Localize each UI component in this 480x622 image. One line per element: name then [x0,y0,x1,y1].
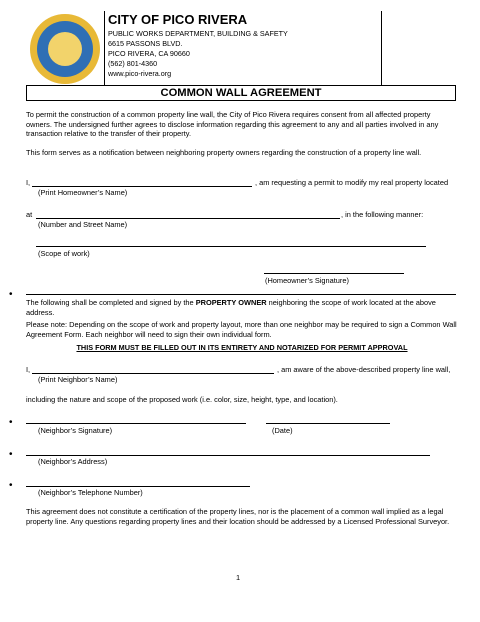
website: www.pico-rivera.org [108,69,172,78]
homeowner-prefix: I, [26,178,31,187]
scope-of-work-field[interactable] [36,246,426,247]
homeowner-name-caption: (Print Homeowner’s Name) [38,188,128,197]
street-address: 6615 PASSONS BLVD. [108,39,183,48]
city-zip: PICO RIVERA, CA 90660 [108,49,190,58]
bullet: • [9,289,13,300]
owner-note-pre: The following shall be completed and signed by the [26,298,196,307]
neighbor-name-field[interactable] [32,373,274,374]
bullet: • [9,480,13,491]
bullet: • [9,417,13,428]
department: PUBLIC WORKS DEPARTMENT, BUILDING & SAFETY [108,29,288,38]
neighbor-phone-field[interactable] [26,486,250,487]
page-number: 1 [236,573,241,582]
phone: (562) 801-4360 [108,59,158,68]
homeowner-suffix: , am requesting a permit to modify my real property located [255,178,449,187]
address-suffix: , in the following manner: [341,210,424,219]
neighbor-signature-caption: (Neighbor’s Signature) [38,426,113,435]
neighbor-address-caption: (Neighbor’s Address) [38,457,108,466]
document-title: COMMON WALL AGREEMENT [26,85,456,101]
intro-paragraph: To permit the construction of a common property line wall, the City of Pico Rivera requires consent from all affected property owners. The undersigned further agrees to disclose information regarding this agreement to any and all parties involved in any transaction relative to the transfer of their property. [26,110,439,139]
homeowner-signature-field[interactable] [264,273,404,274]
address-prefix: at [26,210,33,219]
date-caption: (Date) [272,426,293,435]
neighbor-name-caption: (Print Neighbor’s Name) [38,375,118,384]
neighbor-suffix: , am aware of the above-described property line wall, [277,365,451,374]
disclaimer-paragraph: This agreement does not constitute a certification of the property lines, nor is the placement of a common wall implied as a legal property line. Any questions regarding property lines and their location should be addressed by a Licensed Professional Surveyor. [26,507,450,526]
city-seal-logo [30,14,100,84]
section-divider [26,294,456,295]
street-address-field[interactable] [36,218,340,219]
bullet: • [9,449,13,460]
notification-paragraph: This form serves as a notification between neighboring property owners regarding the construction of a property line wall. [26,148,422,157]
including-text: including the nature and scope of the proposed work (i.e. color, size, height, type, and location). [26,395,338,404]
owner-note [26,298,458,317]
homeowner-name-field[interactable] [32,186,252,187]
notarize-warning: THIS FORM MUST BE FILLED OUT IN ITS ENTIRETY AND NOTARIZED FOR PERMIT APPROVAL [76,343,408,352]
owner-note-bold: PROPERTY OWNER [195,298,267,307]
address-caption: (Number and Street Name) [38,220,128,229]
owner-note-post: neighboring the scope of work located at the above address. [26,298,436,317]
please-note: Please note: Depending on the scope of work and property layout, more than one neighbor may be required to sign a Common Wall Agreement Form. Each neighbor will need to sign their own individual form. [26,320,457,339]
neighbor-signature-field[interactable] [26,423,246,424]
neighbor-phone-caption: (Neighbor’s Telephone Number) [38,488,143,497]
neighbor-address-field[interactable] [26,455,430,456]
date-field[interactable] [266,423,390,424]
city-name: CITY OF PICO RIVERA [108,12,248,27]
neighbor-prefix: I, [26,365,31,374]
homeowner-signature-caption: (Homeowner’s Signature) [265,276,349,285]
scope-caption: (Scope of work) [38,249,90,258]
